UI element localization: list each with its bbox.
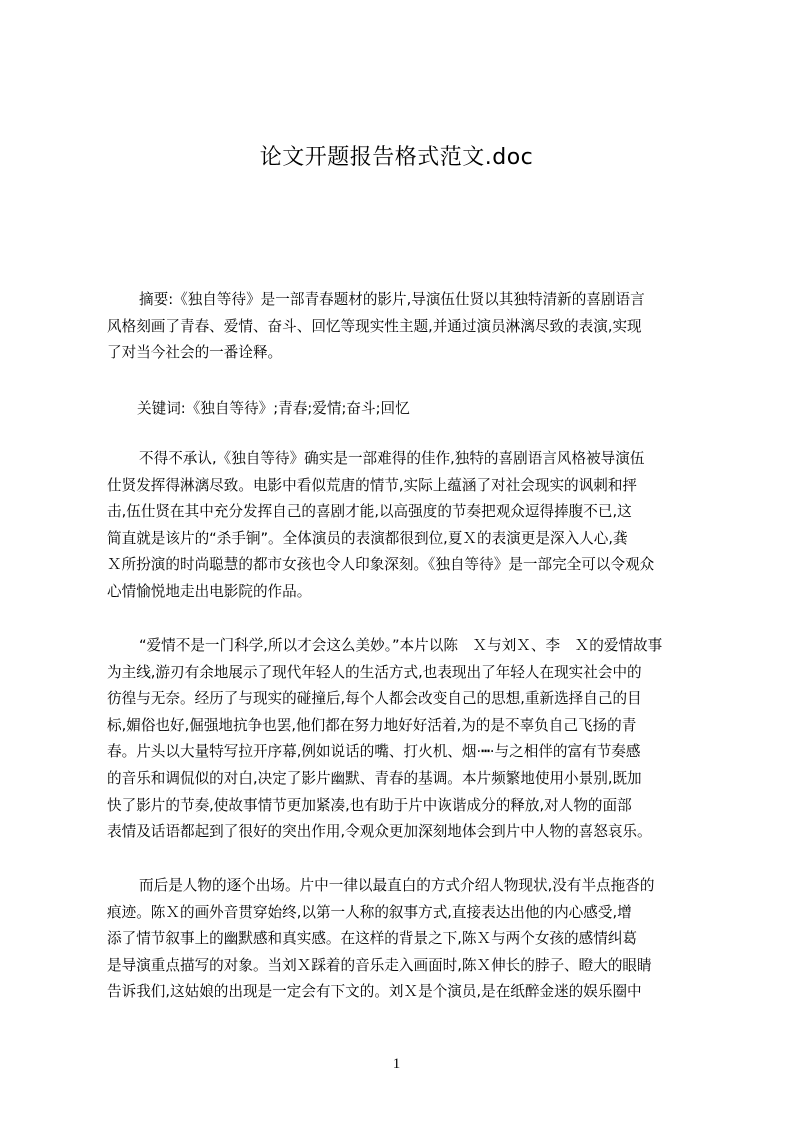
body-paragraph-1 [107, 446, 697, 606]
body-paragraph-3 [107, 873, 697, 1006]
paragraph-line: 春。片头以大量特写拉开序幕,例如说话的嘴、打火机、烟·┅·与之相伴的富有节奏感 [107, 743, 641, 761]
paragraph-line: 而后是人物的逐个出场。片中一律以最直白的方式介绍人物现状,没有半点拖沓的 [139, 877, 655, 894]
abstract-line: 风格刻画了青春、爱情、奋斗、回忆等现实性主题,并通过演员淋漓尽致的表演,实现 [107, 317, 642, 335]
paragraph-line: 添了情节叙事上的幽默感和真实感。在这样的背景之下,陈Ｘ与两个女孩的感情纠葛 [107, 930, 638, 948]
paragraph-line: 告诉我们,这姑娘的出现是一定会有下文的。刘Ｘ是个演员,是在纸醉金迷的娱乐圈中 [107, 983, 642, 1001]
page-number: 1 [392, 1056, 401, 1072]
paragraph-line: 击,伍仕贤在其中充分发挥自己的喜剧才能,以高强度的节奏把观众逗得捧腹不已,这 [107, 503, 632, 521]
paragraph-line: 为主线,游刃有余地展示了现代年轻人的生活方式,也表现出了年轻人在现实社会中的 [107, 663, 642, 681]
abstract-line: 摘要:《独自等待》是一部青春题材的影片,导演伍仕贤以其独特清新的喜剧语言 [139, 291, 645, 308]
keywords-line: 关键词:《独自等待》;青春;爱情;奋斗;回忆 [137, 400, 410, 417]
paragraph-line: 彷徨与无奈。经历了与现实的碰撞后,每个人都会改变自己的思想,重新选择自己的目 [107, 690, 642, 708]
abstract-paragraph [107, 287, 697, 367]
abstract-line: 了对当今社会的一番诠释。 [107, 344, 283, 362]
paragraph-line: 心情愉悦地走出电影院的作品。 [107, 582, 312, 600]
paragraph-line: 是导演重点描写的对象。当刘Ｘ踩着的音乐走入画面时,陈Ｘ伸长的脖子、瞪大的眼睛 [107, 956, 652, 974]
paragraph-line: Ｘ所扮演的时尚聪慧的都市女孩也令人印象深刻。《独自等待》是一部完全可以令观众 [107, 556, 655, 574]
paragraph-line: 表情及话语都起到了很好的突出作用,令观众更加深刻地体会到片中人物的喜怒哀乐。 [107, 823, 652, 841]
paragraph-line: 仕贤发挥得淋漓尽致。电影中看似荒唐的情节,实际上蕴涵了对社会现实的讽刺和抨 [107, 476, 638, 494]
paragraph-line: 痕迹。陈Ｘ的画外音贯穿始终,以第一人称的叙事方式,直接表达出他的内心感受,增 [107, 903, 632, 921]
paragraph-line: “爱情不是一门科学,所以才会这么美妙。”本片以陈 Ｘ与刘Ｘ、李 Ｘ的爱情故事 [139, 637, 663, 654]
paragraph-line: 快了影片的节奏,使故事情节更加紧凑,也有助于片中诙谐成分的释放,对人物的面部 [107, 796, 632, 814]
paragraph-line: 标,媚俗也好,倔强地抗争也罢,他们都在努力地好好活着,为的是不辜负自己飞扬的青 [107, 716, 637, 734]
document-title: 论文开题报告格式范文.doc [259, 145, 534, 170]
body-paragraph-2 [107, 633, 697, 846]
paragraph-line: 不得不承认,《独自等待》确实是一部难得的佳作,独特的喜剧语言风格被导演伍 [139, 450, 645, 467]
paragraph-line: 简直就是该片的“杀手锏”。全体演员的表演都很到位,夏Ｘ的表演更是深入人心,龚 [107, 529, 628, 547]
paragraph-line: 的音乐和调侃似的对白,决定了影片幽默、青春的基调。本片频繁地使用小景别,既加 [107, 769, 642, 787]
